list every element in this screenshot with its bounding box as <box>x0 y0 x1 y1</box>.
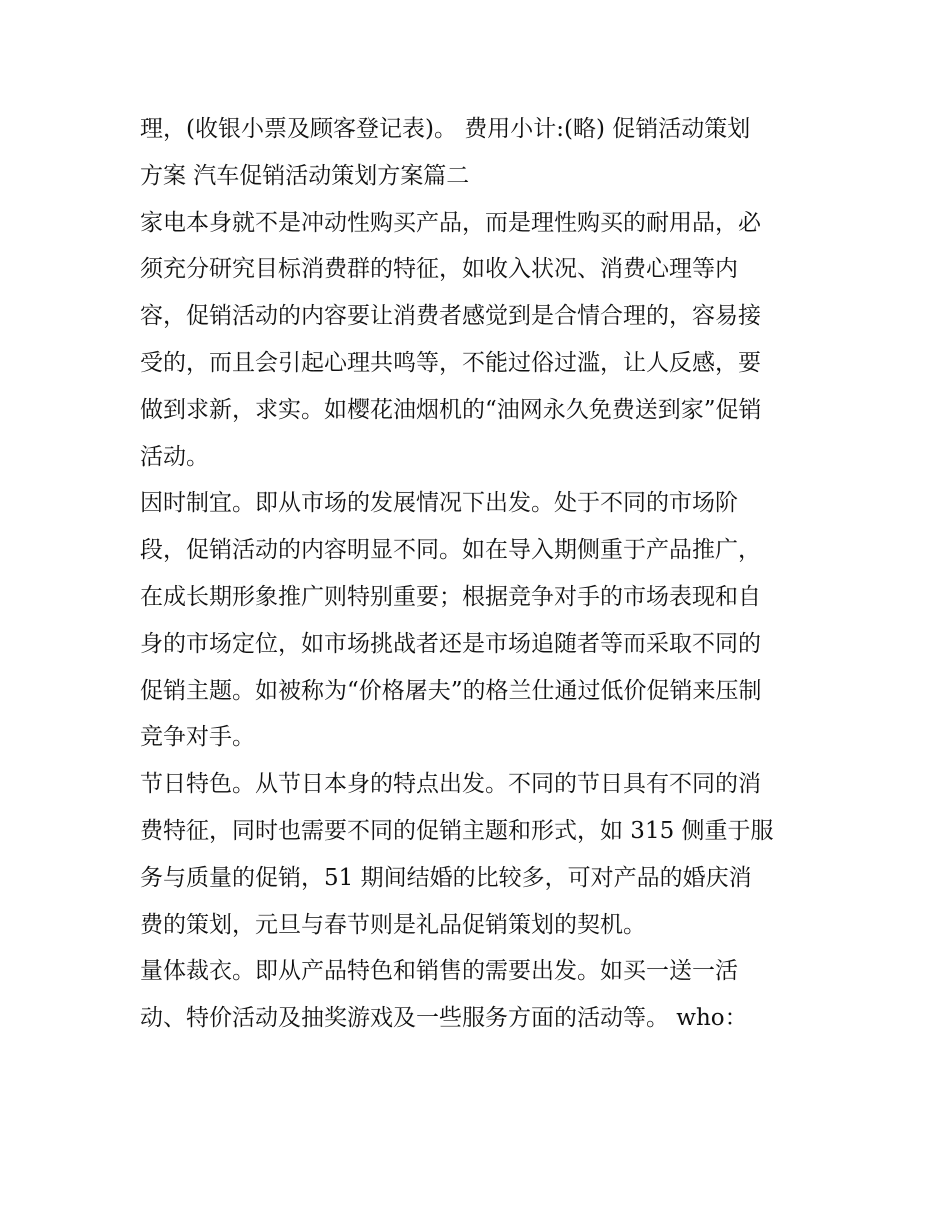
text-line: 竞争对手。 <box>140 724 255 751</box>
text-line: 在成长期形象推广则特别重要；根据竞争对手的市场表现和自 <box>140 583 761 610</box>
paragraph-tailored <box>140 948 820 1042</box>
text-line: 活动。 <box>140 443 209 470</box>
text-line: 费特征，同时也需要不同的促销主题和形式，如 315 侧重于服 <box>140 817 774 844</box>
text-line: 费的策划，元旦与春节则是礼品促销策划的契机。 <box>140 911 646 938</box>
paragraph-cost-summary <box>140 106 820 200</box>
text-line: 段，促销活动的内容明显不同。如在导入期侧重于产品推广， <box>140 537 761 564</box>
text-line: 须充分研究目标消费群的特征，如收入状况、消费心理等内 <box>140 256 738 283</box>
paragraph-holiday <box>140 761 820 948</box>
text-line: 方案 汽车促销活动策划方案篇二 <box>140 162 470 189</box>
text-line: 家电本身就不是冲动性购买产品，而是理性购买的耐用品，必 <box>140 209 761 236</box>
text-line: 身的市场定位，如市场挑战者还是市场追随者等而采取不同的 <box>140 630 761 657</box>
text-line: 节日特色。从节日本身的特点出发。不同的节日具有不同的消 <box>140 771 761 798</box>
text-line: 量体裁衣。即从产品特色和销售的需要出发。如买一送一活 <box>140 958 738 985</box>
text-line: 因时制宜。即从市场的发展情况下出发。处于不同的市场阶 <box>140 490 738 517</box>
text-line: 动、特价活动及抽奖游戏及一些服务方面的活动等。 who： <box>140 1005 748 1032</box>
text-line: 务与质量的促销，51 期间结婚的比较多，可对产品的婚庆消 <box>140 864 752 891</box>
paragraph-timing <box>140 480 820 761</box>
text-line: 受的，而且会引起心理共鸣等，不能过俗过滥，让人反感，要 <box>140 349 761 376</box>
paragraph-appliance-intro <box>140 200 820 481</box>
text-line: 做到求新，求实。如樱花油烟机的“油网永久免费送到家”促销 <box>140 396 762 423</box>
text-line: 促销主题。如被称为“价格屠夫”的格兰仕通过低价促销来压制 <box>140 677 762 704</box>
text-line: 理，(收银小票及顾客登记表)。 费用小计:(略) 促销活动策划 <box>140 116 751 142</box>
document-body <box>140 106 820 1042</box>
text-line: 容，促销活动的内容要让消费者感觉到是合情合理的，容易接 <box>140 303 761 330</box>
